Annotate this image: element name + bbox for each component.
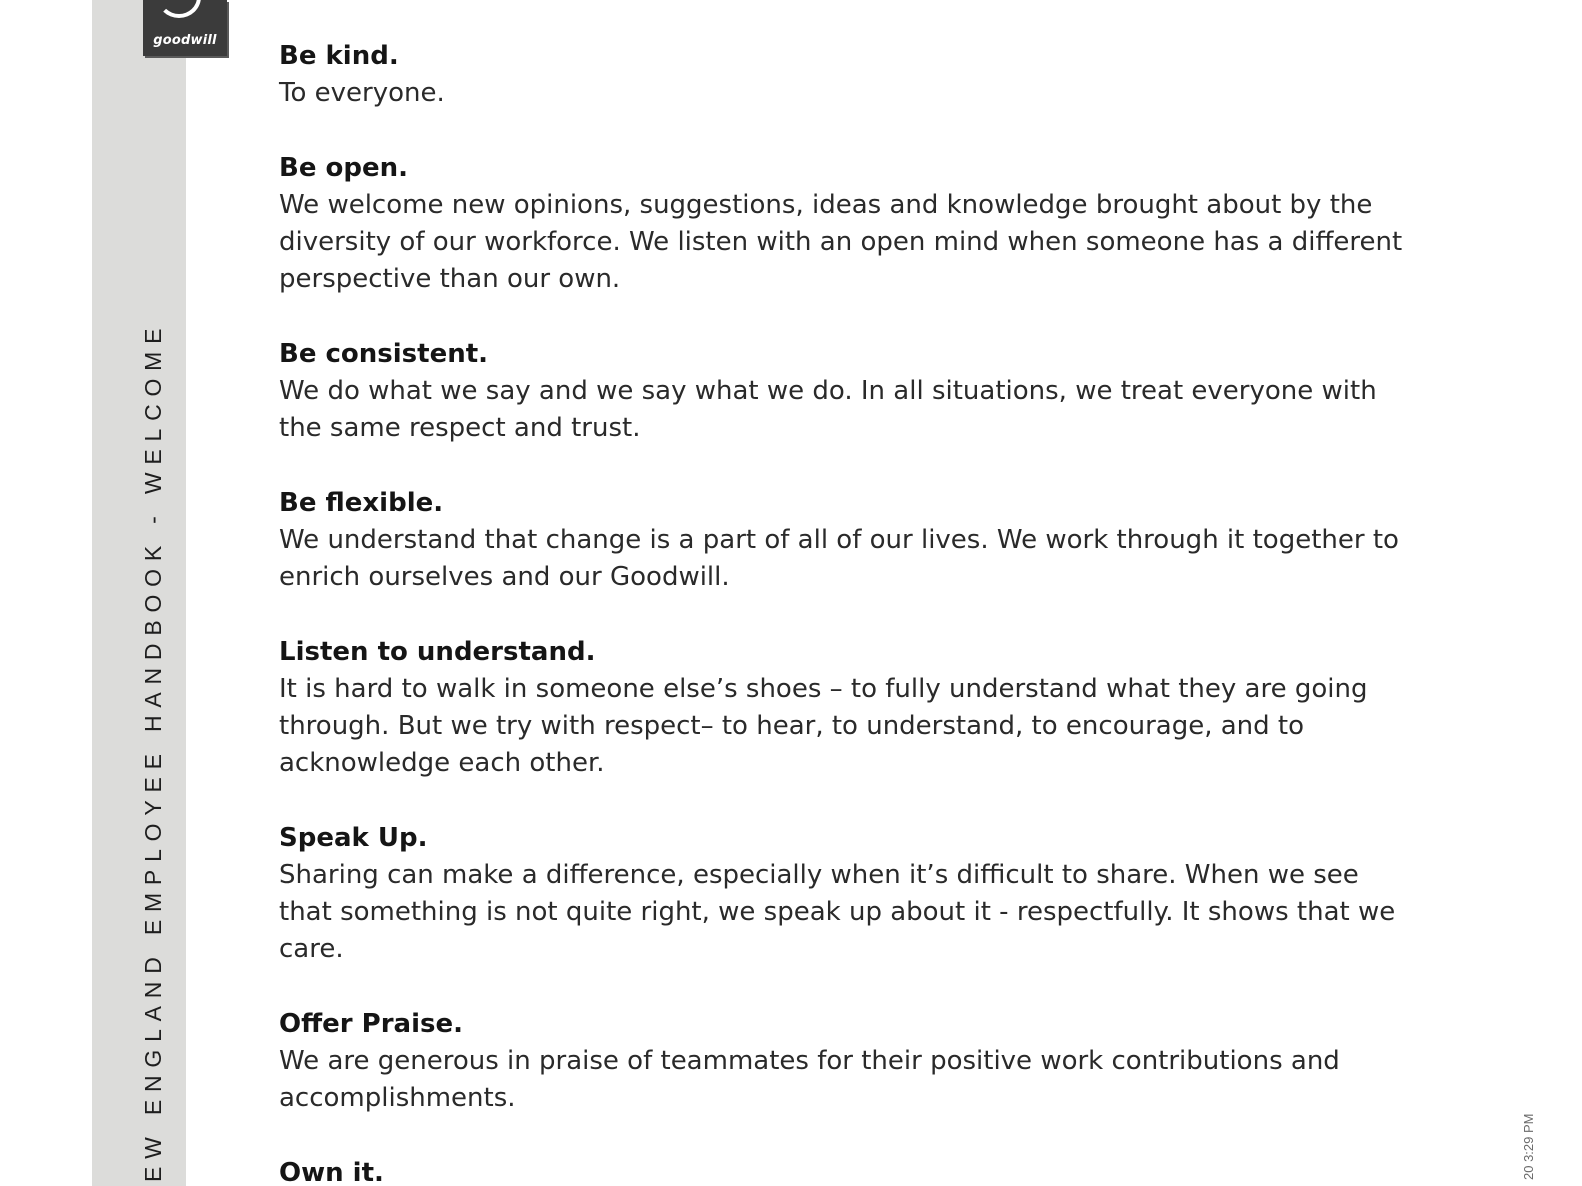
value-title: Be kind. [279,41,399,71]
goodwill-smile-icon [157,0,201,18]
value-item [279,820,1504,968]
value-title: Listen to understand. [279,637,596,667]
values-list [279,38,1504,1186]
value-item [279,1006,1504,1117]
value-item [279,485,1504,596]
value-item [279,38,1504,112]
value-title: Speak Up. [279,823,428,853]
value-title: Be consistent. [279,339,489,369]
value-description: It is hard to walk in someone else’s shoes – to fully understand what they are going through. But we try with respect– to hear, to understand, to encourage, and to acknowledge each other. [279,674,1368,778]
sidebar-band [92,0,186,1186]
value-description: We welcome new opinions, suggestions, ideas and knowledge brought about by the diversity of our workforce. We listen with an open mind when someone has a different perspective than our own. [279,190,1403,294]
value-description: We do what we say and we say what we do. In all situations, we treat everyone with the same respect and trust. [279,376,1377,443]
print-timestamp: 20 3:29 PM [1521,1113,1536,1180]
handbook-section-title: EW ENGLAND EMPLOYEE HANDBOOK - WELCOME [140,320,166,1182]
value-description: We understand that change is a part of all of our lives. We work through it together to enrich ourselves and our Goodwill. [279,525,1399,592]
value-title: Be open. [279,153,408,183]
logo-wordmark: goodwill [153,33,217,48]
goodwill-logo [143,0,227,56]
value-item [279,150,1504,298]
value-description: To everyone. [279,78,445,108]
value-item [279,1155,1504,1186]
value-item [279,634,1504,782]
value-title: Offer Praise. [279,1009,463,1039]
value-title: Own it. [279,1158,384,1186]
value-title: Be flexible. [279,488,444,518]
value-description: Sharing can make a difference, especially when it’s difficult to share. When we see that something is not quite right, we speak up about it - respectfully. It shows that we care. [279,860,1396,964]
value-item [279,336,1504,447]
value-description: We are generous in praise of teammates for their positive work contributions and accomplishments. [279,1046,1340,1113]
